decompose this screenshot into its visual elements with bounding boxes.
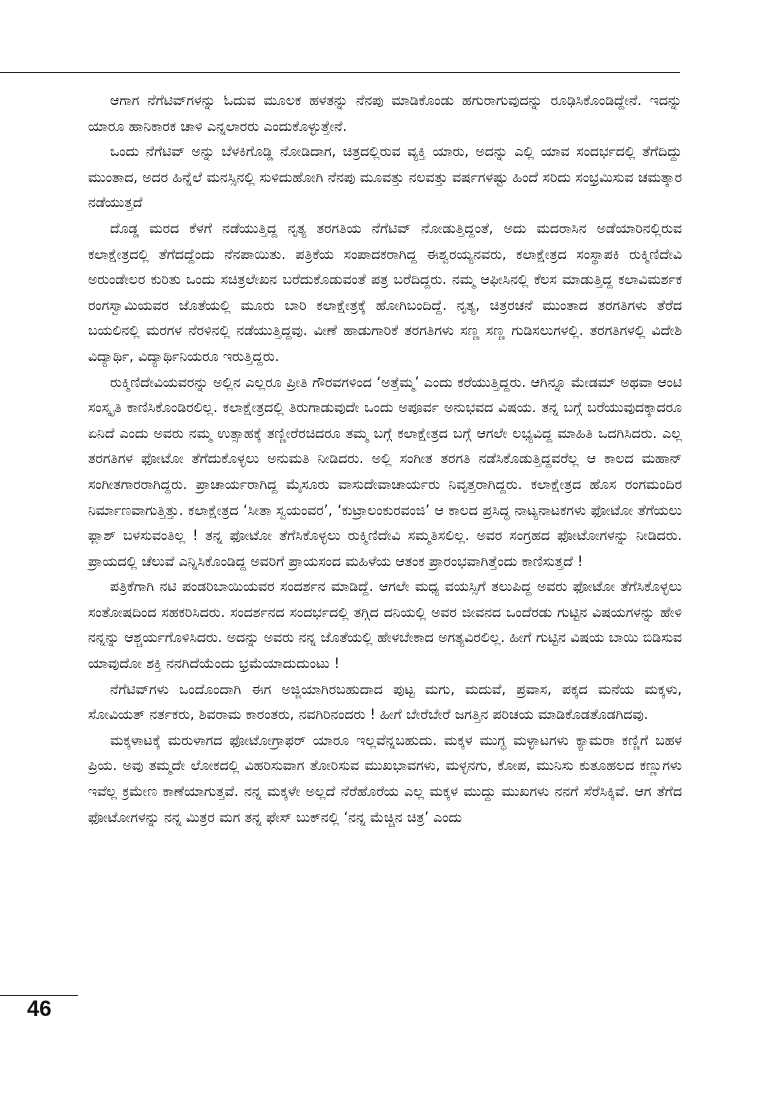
paragraph-2: ಒಂದು ನೆಗೆಟಿವ್ ಅನ್ನು ಬೆಳಕಿಗೊಡ್ಡಿ ನೋಡಿದಾಗ, ಚಿತ್ರದಲ್ಲಿರುವ ವ್ಯಕ್ತಿ ಯಾರು, ಅದನ್ನು ಎಲ್ಲಿ ಯಾವ ಸಂದರ್ಭದಲ್ಲಿ ತೆಗೆದಿದ್ದು ಮುಂತಾದ, ಅದರ ಹಿನ್ನೆಲೆ ಮನಸ್ಸಿನಲ್ಲಿ ಸುಳಿದುಹೋಗಿ ನೆನಪು ಮೂವತ್ತು ನಲವತ್ತು ವರ್ಷಗಳಷ್ಟು ಹಿಂದೆ ಸರಿದು ಸಂಭ್ರಮಿಸುವ ಚಮತ್ಕಾರ ನಡೆಯುತ್ತದೆ <box>88 144 682 212</box>
body-text <box>88 89 682 831</box>
paragraph-6: ನೆಗೆಟಿವ್‌ಗಳು ಒಂದೊಂದಾಗಿ ಈಗ ಅಜ್ಜಿಯಾಗಿರಬಹುದಾದ ಪುಟ್ಟ ಮಗು, ಮದುವೆ, ಪ್ರವಾಸ, ಪಕ್ಕದ ಮನೆಯ ಮಕ್ಕಳು, ಸೋವಿಯತ್ ನರ್ತಕರು, ಶಿವರಾಮ ಕಾರಂತರು, ನವಗಿರಿನಂದರು ! ಹೀಗೆ ಬೇರೆಬೇರೆ ಜಗತ್ತಿನ ಪರಿಚಯ ಮಾಡಿಕೊಡತೊಡಗಿದವು. <box>88 681 682 724</box>
paragraph-1: ಆಗಾಗ ನೆಗೆಟಿವ್‌ಗಳನ್ನು ಓದುವ ಮೂಲಕ ಹಳತನ್ನು ನೆನಪು ಮಾಡಿಕೊಂಡು ಹಗುರಾಗುವುದನ್ನು ರೂಢಿಸಿಕೊಂಡಿದ್ದೇನೆ. ಇದನ್ನು ಯಾರೂ ಹಾನಿಕಾರಕ ಚಾಳಿ ಎನ್ನಲಾರರು ಎಂದುಕೊಳ್ಳುತ್ತೇನೆ. <box>88 93 682 135</box>
paragraph-4: ರುಕ್ಮಿಣಿದೇವಿಯವರನ್ನು ಅಲ್ಲಿನ ಎಲ್ಲರೂ ಪ್ರೀತಿ ಗೌರವಗಳಿಂದ ‘ಅತ್ತೆಮ್ಮ’ ಎಂದು ಕರೆಯುತ್ತಿದ್ದರು. ಆಗಿನ್ನೂ ಮೇಡಮ್ ಅಥವಾ ಆಂಟಿ ಸಂಸ್ಕೃತಿ ಕಾಣಿಸಿಕೊಂಡಿರಲಿಲ್ಲ. ಕಲಾಕ್ಷೇತ್ರದಲ್ಲಿ ತಿರುಗಾಡುವುದೇ ಒಂದು ಅಪೂರ್ವ ಅನುಭವದ ವಿಷಯ. ತನ್ನ ಬಗ್ಗೆ ಬರೆಯುವುದಕ್ಕಾದರೂ ಏನಿದೆ ಎಂದು ಅವರು ನಮ್ಮ ಉತ್ಸಾಹಕ್ಕೆ ತಣ್ಣೀರೆರಚಿದರೂ ತಮ್ಮ ಬಗ್ಗೆ ಕಲಾಕ್ಷೇತ್ರದ ಬಗ್ಗೆ ಆಗಲೇ ಲಭ್ಯವಿದ್ದ ಮಾಹಿತಿ ಒದಗಿಸಿದರು. ಎಲ್ಲ ತರಗತಿಗಳ ಫೋಟೋ ತೆಗೆದುಕೊಳ್ಳಲು ಅನುಮತಿ ನೀಡಿದರು. ಅಲ್ಲಿ ಸಂಗೀತ ತರಗತಿ ನಡೆಸಿಕೊಡುತ್ತಿದ್ದವರೆಲ್ಲ ಆ ಕಾಲದ ಮಹಾನ್ ಸಂಗೀತಗಾರರಾಗಿದ್ದರು. ಪ್ರಾಚಾರ್ಯರಾಗಿದ್ದ ಮೈಸೂರು ವಾಸುದೇವಾಚಾರ್ಯರು ನಿವೃತ್ತರಾಗಿದ್ದರು. ಕಲಾಕ್ಷೇತ್ರದ ಹೊಸ ರಂಗಮಂದಿರ ನಿರ್ಮಾಣವಾಗುತ್ತಿತ್ತು. ಕಲಾಕ್ಷೇತ್ರದ ‘ಸೀತಾ ಸ್ವಯಂವರ’, ‘ಕುಟ್ರಾಲಂಕುರವಂಜಿ’ ಆ ಕಾಲದ ಪ್ರಸಿದ್ಧ ನಾಟ್ಯನಾಟಕಗಳು ಫೋಟೋ ತೆಗೆಯಲು ಫ್ಲಾಶ್ ಬಳಸುವಂತಿಲ್ಲ ! ತನ್ನ ಫೋಟೋ ತೆಗೆಸಿಕೊಳ್ಳಲು ರುಕ್ಮಿಣಿದೇವಿ ಸಮ್ಮತಿಸಲಿಲ್ಲ. ಅವರ ಸಂಗ್ರಹದ ಫೋಟೋಗಳನ್ನು ನೀಡಿದರು. ಪ್ರಾಯದಲ್ಲಿ ಚೆಲುವೆ ಎನ್ನಿಸಿಕೊಂಡಿದ್ದ ಅವರಿಗೆ ಪ್ರಾಯಸಂದ ಮಹಿಳೆಯ ಆತಂಕ ಪ್ರಾರಂಭವಾಗಿತ್ತೆಂದು ಕಾಣಿಸುತ್ತದೆ ! <box>88 374 682 570</box>
page-number: 46 <box>27 996 52 1021</box>
paragraph-5: ಪತ್ರಿಕೆಗಾಗಿ ನಟಿ ಪಂಡರಿಬಾಯಿಯವರ ಸಂದರ್ಶನ ಮಾಡಿದ್ದೆ. ಆಗಲೇ ಮಧ್ಯ ವಯಸ್ಸಿಗೆ ತಲುಪಿದ್ದ ಅವರು ಫೋಟೋ ತೆಗೆಸಿಕೊಳ್ಳಲು ಸಂತೋಷದಿಂದ ಸಹಕರಿಸಿದರು. ಸಂದರ್ಶನದ ಸಂದರ್ಭದಲ್ಲಿ ತಗ್ಗಿದ ದನಿಯಲ್ಲಿ ಅವರ ಜೀವನದ ಒಂದೆರಡು ಗುಟ್ಟಿನ ವಿಷಯಗಳನ್ನು ಹೇಳಿ ನನ್ನನ್ನು ಆಶ್ಚರ್ಯಗೊಳಿಸಿದರು. ಅದನ್ನು ಅವರು ನನ್ನ ಜೊತೆಯಲ್ಲಿ ಹೇಳಬೇಕಾದ ಅಗತ್ಯವಿರಲಿಲ್ಲ. ಹೀಗೆ ಗುಟ್ಟಿನ ವಿಷಯ ಬಾಯಿ ಬಿಡಿಸುವ ಯಾವುದೋ ಶಕ್ತಿ ನನಗಿದೆಯೆಂದು ಭ್ರಮೆಯಾದುದುಂಟು ! <box>88 579 682 673</box>
top-rule <box>0 72 680 73</box>
paragraph-7: ಮಕ್ಕಳಾಟಕ್ಕೆ ಮರುಳಾಗದ ಫೋಟೋಗ್ರಾಫರ್ ಯಾರೂ ಇಲ್ಲವೆನ್ನಬಹುದು. ಮಕ್ಕಳ ಮುಗ್ಧ ಮಳ್ಳಾಟಗಳು ಕ್ಯಾಮರಾ ಕಣ್ಣಿಗೆ ಬಹಳ ಪ್ರಿಯ. ಅವು ತಮ್ಮದೇ ಲೋಕದಲ್ಲಿ ವಿಹರಿಸುವಾಗ ತೋರಿಸುವ ಮುಖಭಾವಗಳು, ಮಳ್ಳನಗು, ಕೋಪ, ಮುನಿಸು ಕುತೂಹಲದ ಕಣ್ಣುಗಳು ಇವೆಲ್ಲ ಕ್ರಮೇಣ ಕಾಣೆಯಾಗುತ್ತವೆ. ನನ್ನ ಮಕ್ಕಳೇ ಅಲ್ಲದೆ ನೆರೆಹೊರೆಯ ಎಲ್ಲ ಮಕ್ಕಳ ಮುದ್ದು ಮುಖಗಳು ನನಗೆ ಸೆರೆಸಿಕ್ಕಿವೆ. ಆಗ ತೆಗೆದ ಫೋಟೋಗಳನ್ನು ನನ್ನ ಮಿತ್ರರ ಮಗ ತನ್ನ ಫೇಸ್ ಬುಕ್‌ನಲ್ಲಿ ‘ನನ್ನ ಮೆಚ್ಚಿನ ಚಿತ್ರ’ ಎಂದು <box>88 732 682 826</box>
paragraph-3: ದೊಡ್ಡ ಮರದ ಕೆಳಗೆ ನಡೆಯುತ್ತಿದ್ದ ನೃತ್ಯ ತರಗತಿಯ ನೆಗೆಟಿವ್ ನೋಡುತ್ತಿದ್ದಂತೆ, ಅದು ಮದರಾಸಿನ ಅಡೆಯಾರಿನಲ್ಲಿರುವ ಕಲಾಕ್ಷೇತ್ರದಲ್ಲಿ ತೆಗೆದದ್ದೆಂದು ನೆನಪಾಯಿತು. ಪತ್ರಿಕೆಯ ಸಂಪಾದಕರಾಗಿದ್ದ ಈಶ್ವರಯ್ಯನವರು, ಕಲಾಕ್ಷೇತ್ರದ ಸಂಸ್ಥಾಪಕಿ ರುಕ್ಮಿಣಿದೇವಿ ಅರುಂಡೇಲರ ಕುರಿತು ಒಂದು ಸಚಿತ್ರಲೇಖನ ಬರೆದುಕೊಡುವಂತೆ ಪತ್ರ ಬರೆದಿದ್ದರು. ನಮ್ಮ ಆಫೀಸಿನಲ್ಲಿ ಕೆಲಸ ಮಾಡುತ್ತಿದ್ದ ಕಲಾವಿಮರ್ಶಕ ರಂಗಸ್ವಾಮಿಯವರ ಜೊತೆಯಲ್ಲಿ ಮೂರು ಬಾರಿ ಕಲಾಕ್ಷೇತ್ರಕ್ಕೆ ಹೋಗಿಬಂದಿದ್ದೆ. ನೃತ್ಯ, ಚಿತ್ರರಚನೆ ಮುಂತಾದ ತರಗತಿಗಳು ತೆರೆದ ಬಯಲಿನಲ್ಲಿ ಮರಗಳ ನೆರಳಿನಲ್ಲಿ ನಡೆಯುತ್ತಿದ್ದವು. ವೀಣೆ ಹಾಡುಗಾರಿಕೆ ತರಗತಿಗಳು ಸಣ್ಣ ಸಣ್ಣ ಗುಡಿಸಲುಗಳಲ್ಲಿ. ತರಗತಿಗಳಲ್ಲಿ ವಿದೇಶಿ ವಿದ್ಯಾರ್ಥಿ, ವಿದ್ಯಾರ್ಥಿನಿಯರೂ ಇರುತ್ತಿದ್ದರು. <box>88 220 682 365</box>
